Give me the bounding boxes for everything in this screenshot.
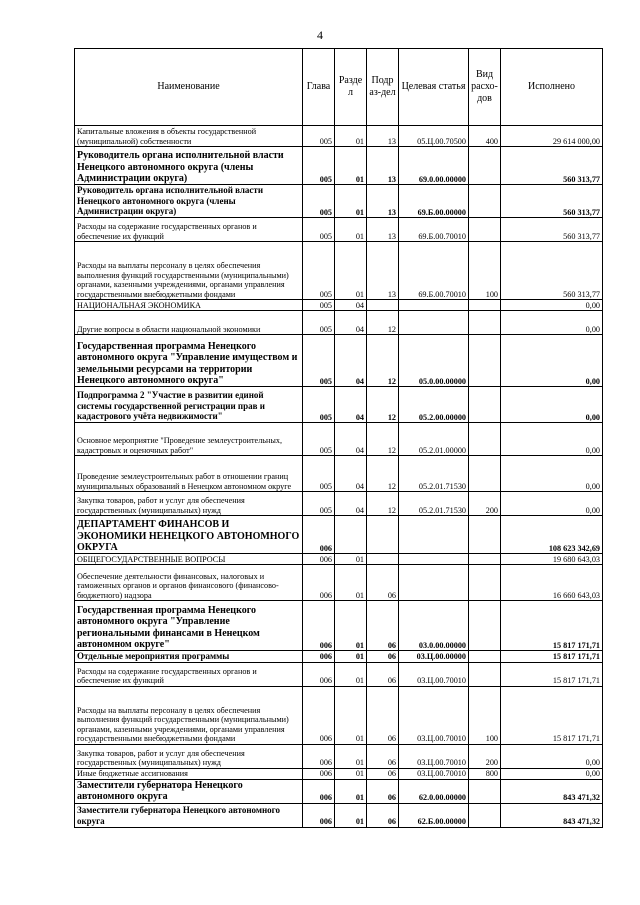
row-ispolneno: 15 817 171,71 <box>501 601 603 651</box>
row-ispolneno: 29 614 000,00 <box>501 126 603 147</box>
row-podrazdel: 06 <box>367 803 399 827</box>
row-vid <box>469 147 501 185</box>
table-row <box>75 300 603 311</box>
row-glava: 005 <box>303 218 335 242</box>
row-ispolneno: 0,00 <box>501 335 603 387</box>
table-row <box>75 554 603 565</box>
row-name: Закупка товаров, работ и услуг для обеспечения государственных (муниципальных) нужд <box>75 744 303 768</box>
table-row <box>75 335 603 387</box>
row-vid <box>469 300 501 311</box>
row-name: Заместители губернатора Ненецкого автономного округа <box>75 779 303 803</box>
row-ispolneno: 16 660 643,03 <box>501 565 603 601</box>
row-podrazdel: 13 <box>367 185 399 218</box>
row-vid: 100 <box>469 686 501 744</box>
row-podrazdel: 06 <box>367 565 399 601</box>
row-celevaya: 03.Ц.00.70010 <box>399 662 469 686</box>
table-row <box>75 662 603 686</box>
row-celevaya: 69.Б.00.70010 <box>399 218 469 242</box>
row-celevaya: 05.2.00.00000 <box>399 387 469 423</box>
row-glava: 006 <box>303 651 335 663</box>
row-name: Обеспечение деятельности финансовых, налоговых и таможенных органов и органов финансового (финансово-бюджетного) надзора <box>75 565 303 601</box>
row-razdel: 01 <box>335 185 367 218</box>
row-glava: 005 <box>303 311 335 335</box>
row-celevaya: 69.Б.00.00000 <box>399 185 469 218</box>
row-razdel: 01 <box>335 242 367 300</box>
row-razdel: 01 <box>335 565 367 601</box>
row-podrazdel <box>367 554 399 565</box>
row-ispolneno: 0,00 <box>501 768 603 779</box>
header-glava: Глава <box>303 49 335 126</box>
row-glava: 005 <box>303 387 335 423</box>
row-name: Расходы на содержание государственных органов и обеспечение их функций <box>75 218 303 242</box>
table-row <box>75 516 603 554</box>
row-vid: 100 <box>469 242 501 300</box>
header-razdel: Разде л <box>335 49 367 126</box>
row-podrazdel: 06 <box>367 744 399 768</box>
table-row <box>75 768 603 779</box>
row-razdel: 04 <box>335 456 367 492</box>
row-glava: 005 <box>303 492 335 516</box>
table-row <box>75 686 603 744</box>
row-vid <box>469 185 501 218</box>
row-podrazdel: 06 <box>367 662 399 686</box>
row-celevaya: 05.2.01.71530 <box>399 492 469 516</box>
row-razdel: 04 <box>335 423 367 456</box>
table-row <box>75 242 603 300</box>
row-podrazdel: 13 <box>367 147 399 185</box>
table-row <box>75 126 603 147</box>
header-name: Наименование <box>75 49 303 126</box>
row-ispolneno: 0,00 <box>501 492 603 516</box>
row-name: Расходы на содержание государственных органов и обеспечение их функций <box>75 662 303 686</box>
table-body <box>75 126 603 828</box>
budget-table <box>74 48 603 828</box>
row-name: Руководитель органа исполнительной власти Ненецкого автономного округа (члены Администрации округа) <box>75 185 303 218</box>
row-razdel: 01 <box>335 768 367 779</box>
row-ispolneno: 843 471,32 <box>501 803 603 827</box>
header-podrazdel: Подр аз-дел <box>367 49 399 126</box>
table-header-row <box>75 49 603 126</box>
row-name: Государственная программа Ненецкого автономного округа "Управление имуществом и земельными ресурсами на территории Ненецкого автономного округа" <box>75 335 303 387</box>
row-razdel: 04 <box>335 335 367 387</box>
table-row <box>75 311 603 335</box>
row-razdel: 01 <box>335 147 367 185</box>
row-ispolneno: 560 313,77 <box>501 185 603 218</box>
row-glava: 005 <box>303 185 335 218</box>
table-row <box>75 651 603 663</box>
row-razdel: 01 <box>335 779 367 803</box>
row-name: НАЦИОНАЛЬНАЯ ЭКОНОМИКА <box>75 300 303 311</box>
row-vid <box>469 335 501 387</box>
row-celevaya: 03.Ц.00.70010 <box>399 768 469 779</box>
table-row <box>75 565 603 601</box>
row-glava: 006 <box>303 686 335 744</box>
row-vid <box>469 803 501 827</box>
row-glava: 005 <box>303 242 335 300</box>
row-vid: 200 <box>469 492 501 516</box>
row-vid <box>469 651 501 663</box>
row-name: Основное мероприятие "Проведение землеустроительных, кадастровых и оценочных работ" <box>75 423 303 456</box>
row-razdel: 01 <box>335 126 367 147</box>
row-name: Руководитель органа исполнительной власти Ненецкого автономного округа (члены Администрации округа) <box>75 147 303 185</box>
row-razdel: 01 <box>335 662 367 686</box>
row-podrazdel: 06 <box>367 768 399 779</box>
row-celevaya: 05.Ц.00.70500 <box>399 126 469 147</box>
row-vid <box>469 779 501 803</box>
row-razdel: 01 <box>335 744 367 768</box>
row-podrazdel: 06 <box>367 686 399 744</box>
table-row <box>75 492 603 516</box>
row-name: Расходы на выплаты персоналу в целях обеспечения выполнения функций государственными (муниципальными) органами, казенными учреждениями, органами управления государственными внебюджетными фондами <box>75 242 303 300</box>
row-vid <box>469 311 501 335</box>
row-podrazdel: 13 <box>367 218 399 242</box>
row-ispolneno: 0,00 <box>501 311 603 335</box>
row-name: Закупка товаров, работ и услуг для обеспечения государственных (муниципальных) нужд <box>75 492 303 516</box>
row-glava: 006 <box>303 768 335 779</box>
row-celevaya: 62.Б.00.00000 <box>399 803 469 827</box>
table-row <box>75 218 603 242</box>
table-row <box>75 423 603 456</box>
row-ispolneno: 560 313,77 <box>501 218 603 242</box>
row-vid <box>469 601 501 651</box>
row-podrazdel: 12 <box>367 423 399 456</box>
table-row <box>75 601 603 651</box>
row-glava: 005 <box>303 456 335 492</box>
row-celevaya: 03.Ц.00.00000 <box>399 651 469 663</box>
row-podrazdel: 06 <box>367 601 399 651</box>
row-glava: 006 <box>303 601 335 651</box>
row-ispolneno: 15 817 171,71 <box>501 662 603 686</box>
row-glava: 005 <box>303 335 335 387</box>
row-razdel: 01 <box>335 651 367 663</box>
row-ispolneno: 0,00 <box>501 423 603 456</box>
row-vid <box>469 387 501 423</box>
row-razdel: 01 <box>335 554 367 565</box>
row-podrazdel: 13 <box>367 126 399 147</box>
table-row <box>75 779 603 803</box>
row-vid <box>469 218 501 242</box>
row-name: Иные бюджетные ассигнования <box>75 768 303 779</box>
row-celevaya: 05.2.01.71530 <box>399 456 469 492</box>
row-vid <box>469 516 501 554</box>
row-podrazdel: 06 <box>367 779 399 803</box>
row-podrazdel: 13 <box>367 242 399 300</box>
row-name: Расходы на выплаты персоналу в целях обеспечения выполнения функций государственными (муниципальными) органами, казенными учреждениями, органами управления государственными внебюджетными фондами <box>75 686 303 744</box>
row-glava: 006 <box>303 662 335 686</box>
table-row <box>75 185 603 218</box>
row-ispolneno: 15 817 171,71 <box>501 651 603 663</box>
table-row <box>75 803 603 827</box>
row-name: Подпрограмма 2 "Участие в развитии единой системы государственной регистрации прав и кадастрового учёта недвижимости" <box>75 387 303 423</box>
row-name: Капитальные вложения в объекты государственной (муниципальной) собственности <box>75 126 303 147</box>
row-celevaya <box>399 565 469 601</box>
row-razdel: 04 <box>335 311 367 335</box>
row-name: ДЕПАРТАМЕНТ ФИНАНСОВ И ЭКОНОМИКИ НЕНЕЦКОГО АВТОНОМНОГО ОКРУГА <box>75 516 303 554</box>
header-celevaya: Целевая статья <box>399 49 469 126</box>
row-vid <box>469 662 501 686</box>
row-celevaya: 03.Ц.00.70010 <box>399 686 469 744</box>
row-name: ОБЩЕГОСУДАРСТВЕННЫЕ ВОПРОСЫ <box>75 554 303 565</box>
row-podrazdel <box>367 300 399 311</box>
row-ispolneno: 0,00 <box>501 744 603 768</box>
row-glava: 006 <box>303 803 335 827</box>
row-podrazdel: 12 <box>367 492 399 516</box>
row-vid: 200 <box>469 744 501 768</box>
row-celevaya <box>399 311 469 335</box>
row-vid <box>469 456 501 492</box>
row-podrazdel: 06 <box>367 651 399 663</box>
row-name: Заместители губернатора Ненецкого автономного округа <box>75 803 303 827</box>
row-razdel: 04 <box>335 300 367 311</box>
row-podrazdel: 12 <box>367 311 399 335</box>
row-razdel <box>335 516 367 554</box>
row-podrazdel: 12 <box>367 335 399 387</box>
row-ispolneno: 0,00 <box>501 300 603 311</box>
row-ispolneno: 108 623 342,69 <box>501 516 603 554</box>
row-ispolneno: 560 313,77 <box>501 242 603 300</box>
row-razdel: 04 <box>335 492 367 516</box>
page-number: 4 <box>317 28 323 42</box>
table-row <box>75 456 603 492</box>
row-vid: 800 <box>469 768 501 779</box>
row-vid <box>469 423 501 456</box>
row-ispolneno: 560 313,77 <box>501 147 603 185</box>
row-celevaya <box>399 516 469 554</box>
row-ispolneno: 843 471,32 <box>501 779 603 803</box>
row-celevaya: 69.0.00.00000 <box>399 147 469 185</box>
row-glava: 006 <box>303 779 335 803</box>
row-celevaya: 62.0.00.00000 <box>399 779 469 803</box>
row-celevaya <box>399 554 469 565</box>
table-row <box>75 387 603 423</box>
row-podrazdel: 12 <box>367 387 399 423</box>
row-glava: 006 <box>303 744 335 768</box>
table-row <box>75 744 603 768</box>
row-glava: 006 <box>303 554 335 565</box>
row-glava: 005 <box>303 126 335 147</box>
row-glava: 006 <box>303 565 335 601</box>
row-razdel: 01 <box>335 601 367 651</box>
row-glava: 005 <box>303 147 335 185</box>
row-name: Отдельные мероприятия программы <box>75 651 303 663</box>
row-name: Проведение землеустроительных работ в отношении границ муниципальных образований в Ненецком автономном округе <box>75 456 303 492</box>
row-vid <box>469 565 501 601</box>
row-podrazdel <box>367 516 399 554</box>
row-glava: 005 <box>303 300 335 311</box>
row-name: Государственная программа Ненецкого автономного округа "Управление региональными финансами в Ненецком автономном округе" <box>75 601 303 651</box>
row-celevaya <box>399 300 469 311</box>
row-podrazdel: 12 <box>367 456 399 492</box>
row-ispolneno: 0,00 <box>501 387 603 423</box>
row-razdel: 01 <box>335 218 367 242</box>
row-celevaya: 05.2.01.00000 <box>399 423 469 456</box>
row-razdel: 04 <box>335 387 367 423</box>
row-razdel: 01 <box>335 803 367 827</box>
row-ispolneno: 0,00 <box>501 456 603 492</box>
row-celevaya: 03.0.00.00000 <box>399 601 469 651</box>
row-vid: 400 <box>469 126 501 147</box>
row-ispolneno: 19 680 643,03 <box>501 554 603 565</box>
row-glava: 006 <box>303 516 335 554</box>
row-name: Другие вопросы в области национальной экономики <box>75 311 303 335</box>
row-ispolneno: 15 817 171,71 <box>501 686 603 744</box>
header-ispolneno: Исполнено <box>501 49 603 126</box>
row-vid <box>469 554 501 565</box>
table-row <box>75 147 603 185</box>
header-vid: Вид расхо-дов <box>469 49 501 126</box>
row-celevaya: 03.Ц.00.70010 <box>399 744 469 768</box>
row-razdel: 01 <box>335 686 367 744</box>
row-glava: 005 <box>303 423 335 456</box>
row-celevaya: 05.0.00.00000 <box>399 335 469 387</box>
row-celevaya: 69.Б.00.70010 <box>399 242 469 300</box>
